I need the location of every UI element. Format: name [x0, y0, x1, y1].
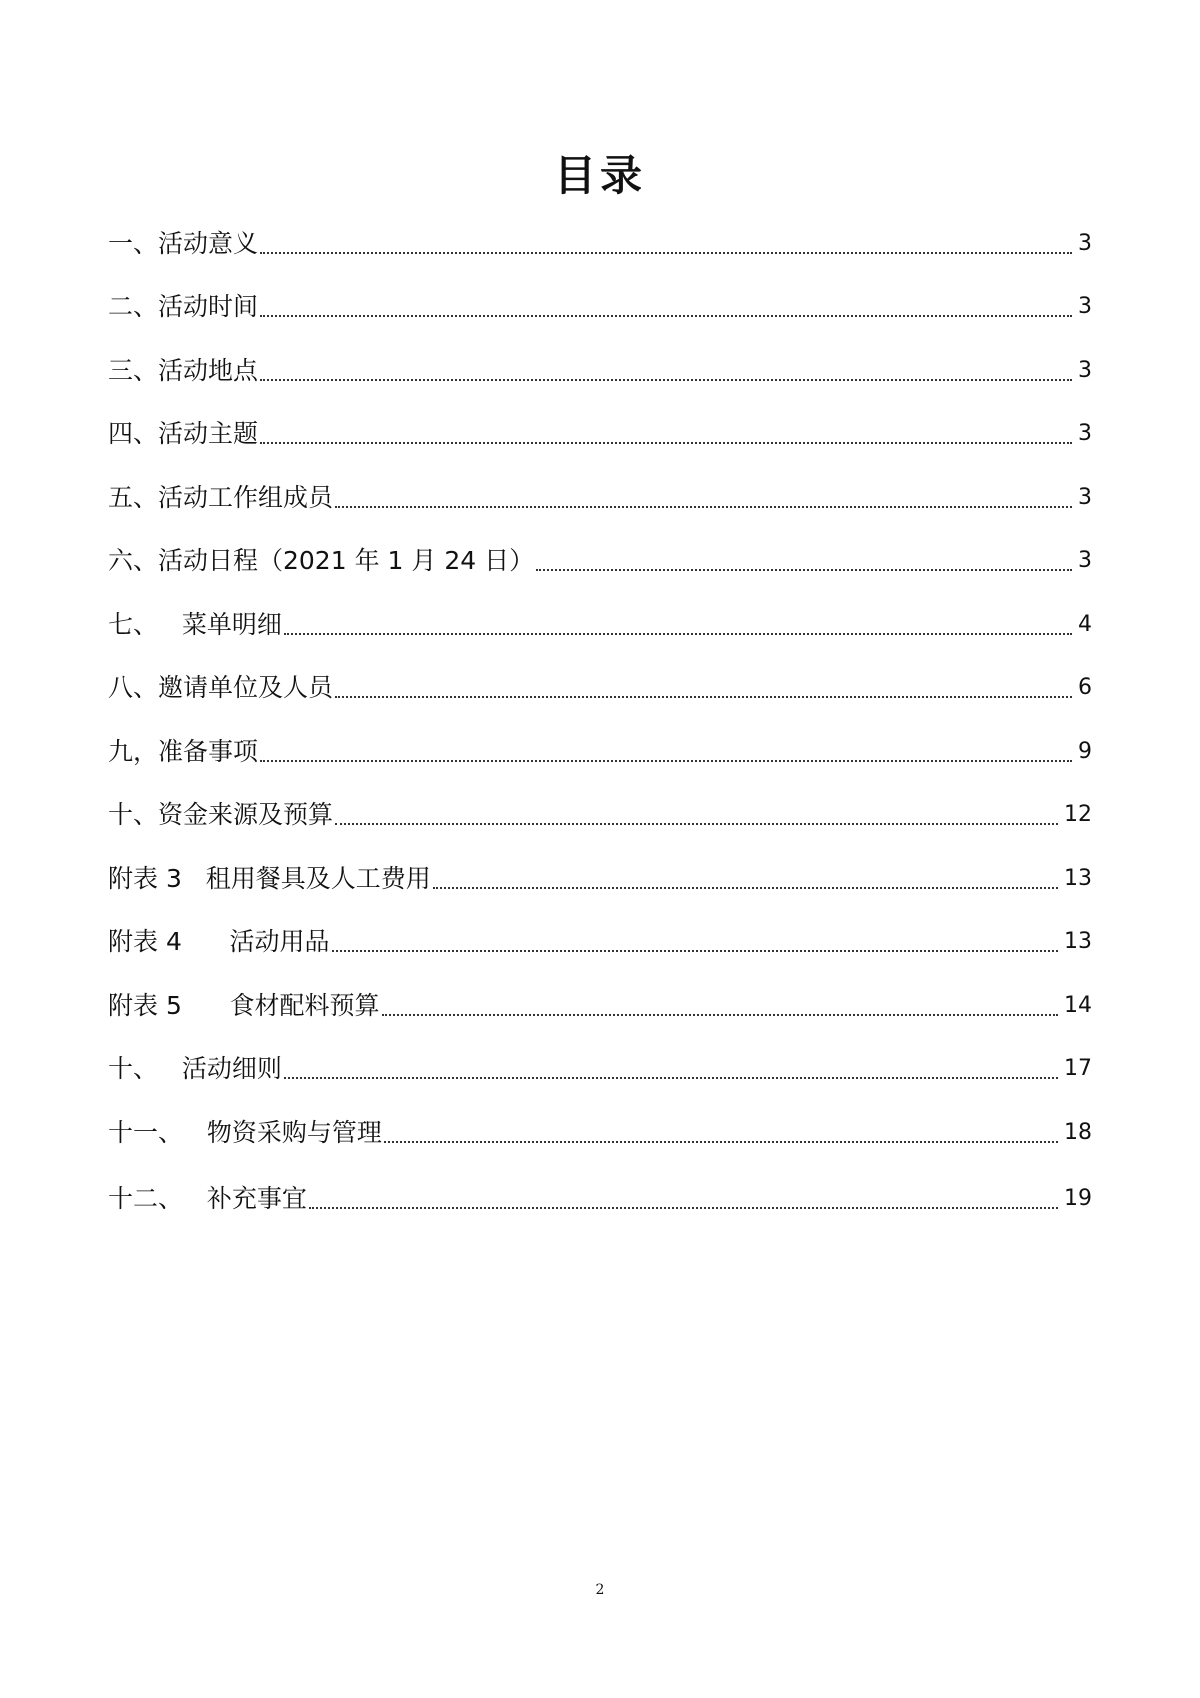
toc-entry[interactable]	[108, 1165, 1092, 1233]
toc-entry-label: 三、活动地点	[108, 355, 259, 385]
toc-dot-leader	[260, 442, 1072, 444]
toc-entry-label: 附表 4 活动用品	[108, 927, 330, 957]
toc-entry[interactable]	[108, 530, 1092, 594]
toc-entry-label: 附表 5 食材配料预算	[108, 990, 380, 1020]
toc-dot-leader	[335, 823, 1058, 825]
toc-entry-page: 3	[1078, 484, 1092, 510]
toc-dot-leader	[284, 1077, 1058, 1079]
toc-entry-page: 3	[1078, 230, 1092, 256]
toc-entry-label: 一、活动意义	[108, 228, 259, 258]
toc-dot-leader	[260, 315, 1072, 317]
toc-entry[interactable]	[108, 847, 1092, 911]
toc-dot-leader	[260, 760, 1072, 762]
toc-entry-page: 12	[1064, 802, 1092, 828]
toc-entry-page: 3	[1078, 294, 1092, 320]
toc-entry[interactable]	[108, 339, 1092, 403]
toc-entry-label: 四、活动主题	[108, 419, 259, 449]
toc-dot-leader	[433, 887, 1058, 889]
toc-entry-page: 3	[1078, 421, 1092, 447]
toc-entry-label: 十、 活动细则	[108, 1054, 282, 1084]
toc-dot-leader	[260, 252, 1072, 254]
toc-dot-leader	[382, 1014, 1058, 1016]
toc-entry[interactable]	[108, 784, 1092, 848]
toc-dot-leader	[335, 696, 1072, 698]
toc-entry-label: 九，准备事项	[108, 736, 259, 766]
toc-dot-leader	[332, 950, 1058, 952]
toc-dot-leader	[335, 506, 1072, 508]
toc-dot-leader	[536, 569, 1072, 571]
toc-entry-label: 附表 3 租用餐具及人工费用	[108, 863, 431, 893]
toc-entry[interactable]	[108, 1038, 1092, 1102]
toc-entry-page: 4	[1078, 611, 1092, 637]
toc-title: 目录	[553, 151, 646, 200]
toc-entry-page: 9	[1078, 738, 1092, 764]
toc-entry-label: 十一、 物资采购与管理	[108, 1117, 382, 1147]
toc-entry[interactable]	[108, 911, 1092, 975]
toc-entry-label: 五、活动工作组成员	[108, 482, 334, 512]
toc-entry-page: 14	[1064, 992, 1092, 1018]
toc-dot-leader	[284, 633, 1072, 635]
toc-entry-label: 二、活动时间	[108, 292, 259, 322]
toc-entry-label: 十、资金来源及预算	[108, 800, 334, 830]
toc-entry[interactable]	[108, 974, 1092, 1038]
toc-entry[interactable]	[108, 593, 1092, 657]
toc-entry[interactable]	[108, 466, 1092, 530]
toc-entry-label: 七、 菜单明细	[108, 609, 282, 639]
toc-dot-leader	[309, 1207, 1058, 1209]
page-number: 2	[595, 1582, 605, 1598]
toc-dot-leader	[384, 1141, 1058, 1143]
toc-entry-page: 6	[1078, 675, 1092, 701]
toc-entry-page: 19	[1064, 1185, 1092, 1211]
toc-entry[interactable]	[108, 657, 1092, 721]
toc-dot-leader	[260, 379, 1072, 381]
toc-entry-page: 18	[1064, 1119, 1092, 1145]
toc-entry[interactable]	[108, 212, 1092, 276]
toc-entry-page: 17	[1064, 1056, 1092, 1082]
toc-entry-page: 13	[1064, 865, 1092, 891]
toc-entry-page: 3	[1078, 357, 1092, 383]
table-of-contents	[108, 212, 1092, 1233]
toc-entry[interactable]	[108, 403, 1092, 467]
toc-entry[interactable]	[108, 276, 1092, 340]
toc-entry-label: 十二、 补充事宜	[108, 1183, 307, 1213]
toc-entry-page: 13	[1064, 929, 1092, 955]
toc-entry-page: 3	[1078, 548, 1092, 574]
toc-entry-label: 六、活动日程（2021 年 1 月 24 日）	[108, 546, 535, 576]
toc-entry[interactable]	[108, 720, 1092, 784]
toc-entry[interactable]	[108, 1101, 1092, 1165]
toc-entry-label: 八、邀请单位及人员	[108, 673, 334, 703]
